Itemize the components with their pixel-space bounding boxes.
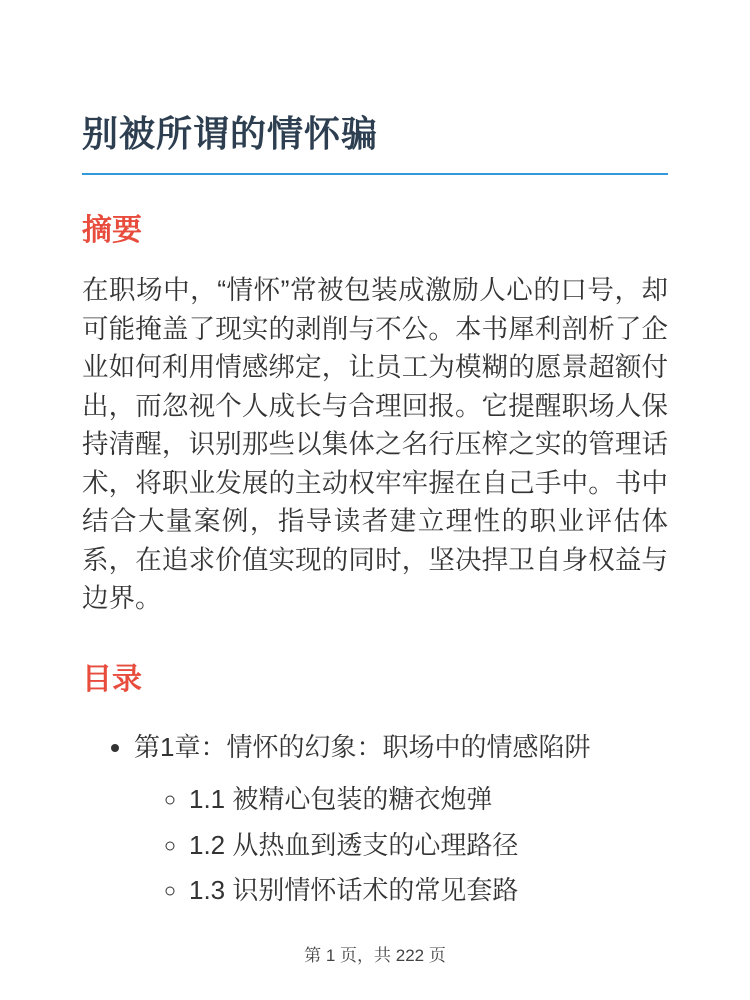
page-title: 别被所谓的情怀骗 — [82, 113, 379, 154]
title-divider — [82, 173, 668, 175]
toc-section-item — [189, 780, 668, 819]
toc-chapter-item — [134, 728, 668, 910]
abstract-heading: 摘要 — [82, 214, 142, 248]
abstract-paragraph: 在职场中，“情怀”常被包装成激励人心的口号，却可能掩盖了现实的剥削与不公。本书犀利剖析了企业如何利用情感绑定，让员工为模糊的愿景超额付出，而忽视个人成长与合理回报。它提醒职场人保持清醒，识别那些以集体之名行压榨之实的管理话术，将职业发展的主动权牢牢握在自己手中。书中结合大量案例，指导读者建立理性的职业评估体系，在追求价值实现的同时，坚决捍卫自身权益与边界。 — [82, 275, 668, 614]
toc-section-list — [134, 780, 668, 910]
toc-section-label: 1.2 从热血到透支的心理路径 — [189, 829, 519, 860]
toc-section-label: 1.3 识别情怀话术的常见套路 — [189, 875, 519, 906]
page-indicator: 第 1 页，共 222 页 — [304, 946, 446, 965]
toc-heading: 目录 — [82, 662, 142, 696]
toc-section-label: 1.1 被精心包装的糖衣炮弹 — [189, 784, 493, 815]
page-footer — [0, 941, 750, 966]
toc-chapter-label: 第1章：情怀的幻象：职场中的情感陷阱 — [134, 731, 591, 762]
toc-section-item — [189, 826, 668, 865]
toc-list — [82, 728, 668, 910]
toc-section-item — [189, 871, 668, 910]
